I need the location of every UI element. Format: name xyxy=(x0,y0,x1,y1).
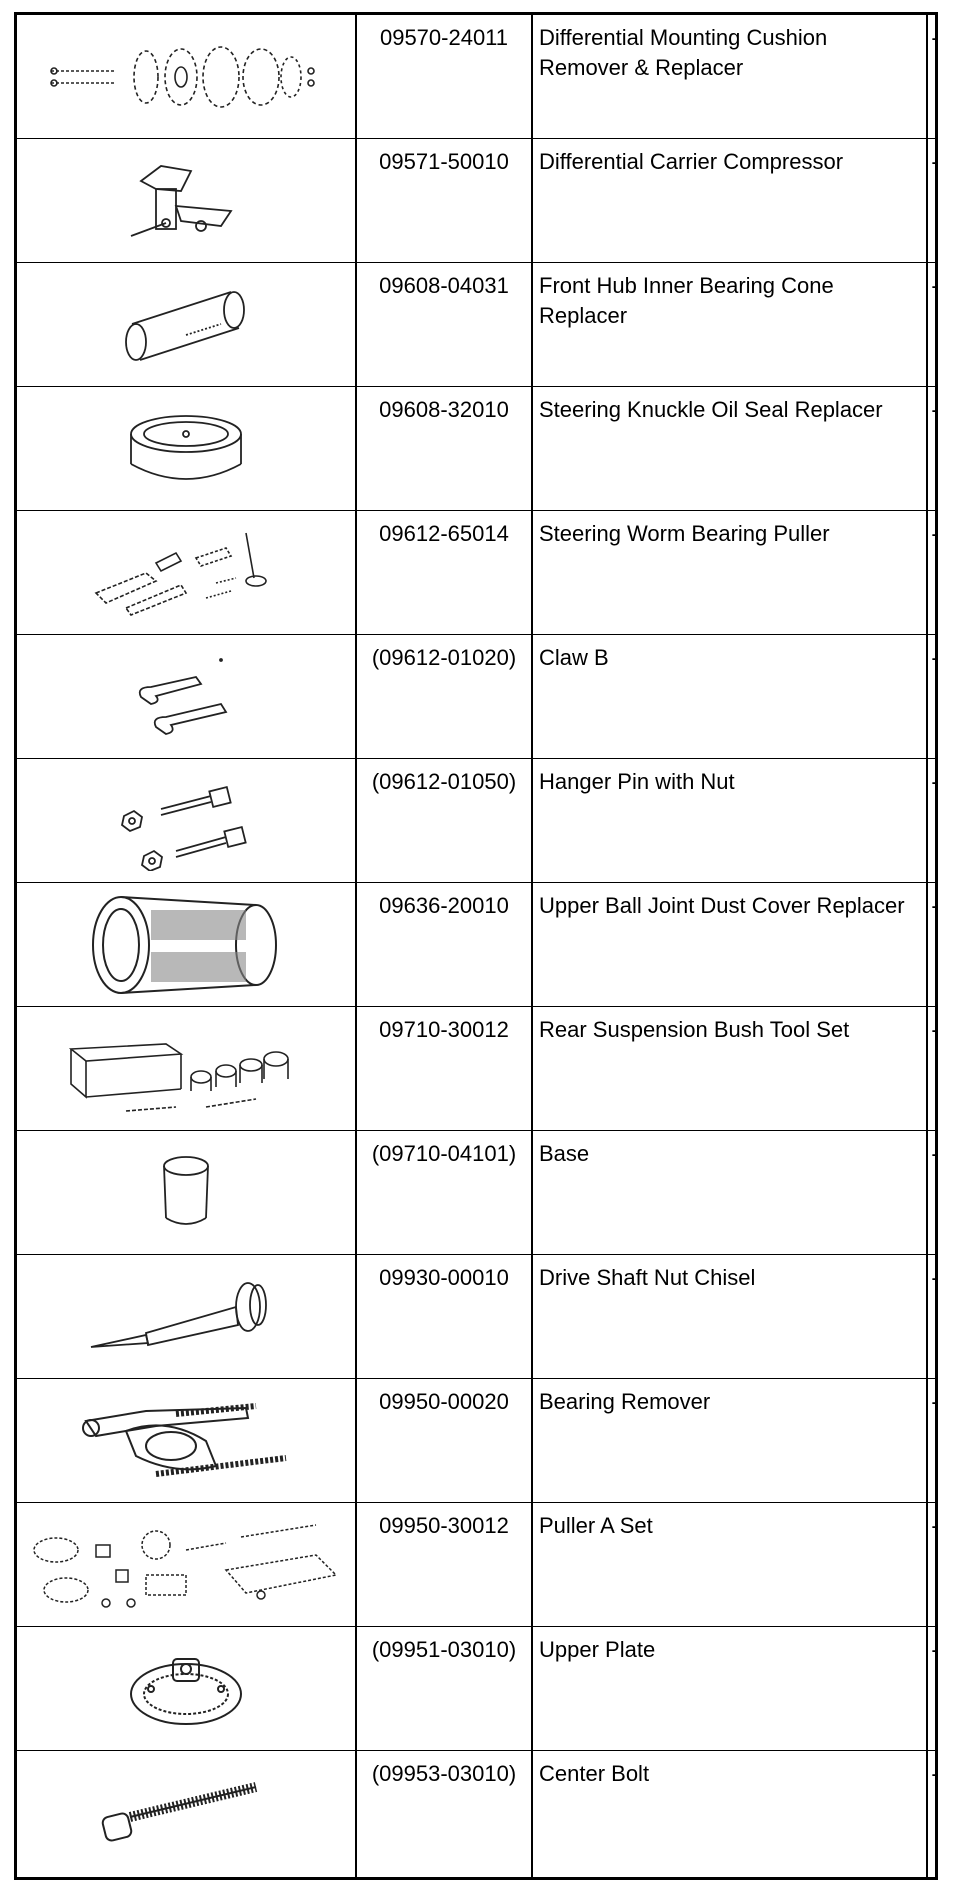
worm-bearing-puller-icon xyxy=(17,511,355,634)
part-number: 09608-32010 xyxy=(379,397,509,422)
note-dash: - xyxy=(931,645,939,670)
part-number: (09710-04101) xyxy=(371,1141,517,1166)
table-row xyxy=(17,1503,939,1627)
note-dash: - xyxy=(931,1265,939,1290)
special-service-tools-table xyxy=(14,12,938,1880)
center-bolt-icon xyxy=(17,1751,355,1875)
tool-description: Differential Mounting Cushion Remover & Replacer xyxy=(539,25,828,80)
part-number: 09608-04031 xyxy=(379,273,509,298)
base-cylinder-icon xyxy=(17,1131,355,1254)
differential-mounting-cushion-tool-icon xyxy=(17,15,355,138)
tool-description: Drive Shaft Nut Chisel xyxy=(539,1265,756,1290)
table-row xyxy=(17,1131,939,1255)
part-number: 09570-24011 xyxy=(379,25,509,50)
tool-description: Front Hub Inner Bearing Cone Replacer xyxy=(539,273,834,328)
tool-description: Puller A Set xyxy=(539,1513,653,1538)
table-row xyxy=(17,1255,939,1379)
part-number: (09951-03010) xyxy=(371,1637,517,1662)
part-number: 09612-65014 xyxy=(379,521,509,546)
table-row xyxy=(17,1007,939,1131)
tool-description: Hanger Pin with Nut xyxy=(539,769,735,794)
note-dash: - xyxy=(931,1141,939,1166)
oil-seal-replacer-icon xyxy=(17,387,355,510)
table-row xyxy=(17,263,939,387)
table-row xyxy=(17,511,939,635)
table-row xyxy=(17,139,939,263)
note-dash: - xyxy=(931,149,939,174)
table-row xyxy=(17,15,939,139)
note-dash: - xyxy=(931,769,939,794)
tool-description: Claw B xyxy=(539,645,609,670)
table-row xyxy=(17,883,939,1007)
puller-set-icon xyxy=(17,1503,355,1626)
note-dash: - xyxy=(931,1637,939,1662)
part-number: 09571-50010 xyxy=(379,149,509,174)
note-dash: - xyxy=(931,397,939,422)
note-dash: - xyxy=(931,273,939,298)
note-dash: - xyxy=(931,521,939,546)
bearing-remover-icon xyxy=(17,1379,355,1502)
bearing-cone-replacer-icon xyxy=(17,263,355,386)
upper-plate-icon xyxy=(17,1627,355,1750)
tool-description: Center Bolt xyxy=(539,1761,650,1786)
part-number: 09950-00020 xyxy=(379,1389,509,1414)
part-number: (09612-01050) xyxy=(371,769,517,794)
tool-description: Rear Suspension Bush Tool Set xyxy=(539,1017,850,1042)
claw-icon xyxy=(17,635,355,758)
tool-description: Bearing Remover xyxy=(539,1389,711,1414)
note-dash: - xyxy=(931,1761,939,1786)
hanger-pin-icon xyxy=(17,759,355,882)
part-number: 09950-30012 xyxy=(379,1513,509,1538)
table-row xyxy=(17,759,939,883)
note-dash: - xyxy=(931,1017,939,1042)
table-row xyxy=(17,1627,939,1751)
note-dash: - xyxy=(931,25,939,50)
part-number: 09636-20010 xyxy=(379,893,509,918)
note-dash: - xyxy=(931,1513,939,1538)
tool-description: Differential Carrier Compressor xyxy=(539,149,844,174)
tool-description: Upper Plate xyxy=(539,1637,656,1662)
chisel-icon xyxy=(17,1255,355,1378)
table-row xyxy=(17,387,939,511)
tool-description: Upper Ball Joint Dust Cover Replacer xyxy=(539,893,905,918)
bush-tool-set-icon xyxy=(17,1007,355,1130)
part-number: (09612-01020) xyxy=(371,645,517,670)
tool-description: Steering Knuckle Oil Seal Replacer xyxy=(539,397,883,422)
part-number: 09710-30012 xyxy=(379,1017,509,1042)
tool-description: Steering Worm Bearing Puller xyxy=(539,521,830,546)
table-row xyxy=(17,1379,939,1503)
differential-carrier-compressor-icon xyxy=(17,139,355,262)
note-dash: - xyxy=(931,893,939,918)
table-row xyxy=(17,635,939,759)
part-number: (09953-03010) xyxy=(371,1761,517,1786)
table-row xyxy=(17,1751,939,1875)
note-dash: - xyxy=(931,1389,939,1414)
dust-cover-replacer-icon xyxy=(17,883,355,1006)
tool-description: Base xyxy=(539,1141,590,1166)
part-number: 09930-00010 xyxy=(379,1265,509,1290)
